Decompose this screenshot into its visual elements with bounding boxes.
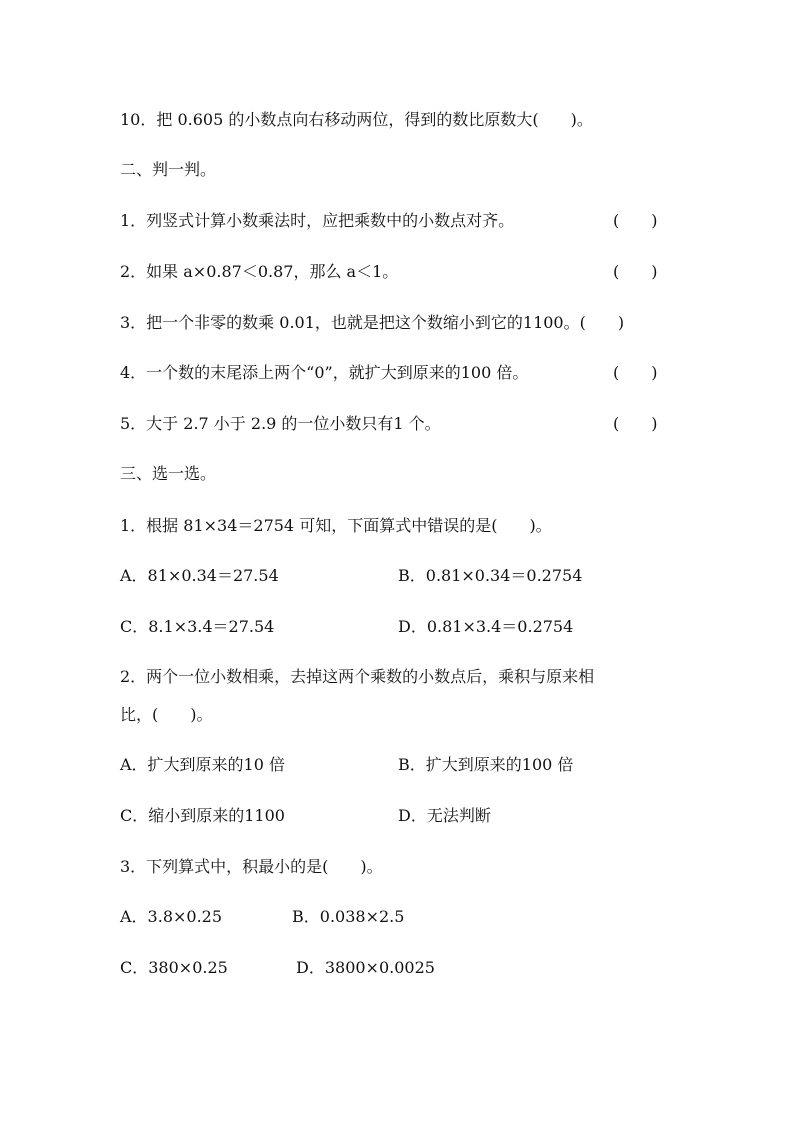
judge-item-1-answer-bracket[interactable]: ( ) — [613, 211, 658, 230]
section-heading-judge: 二、判一判。 — [120, 160, 217, 179]
judge-item-1: 1．列竖式计算小数乘法时，应把乘数中的小数点对齐。 — [120, 211, 515, 230]
choice-question-1: 1．根据 81×34＝2754 可知，下面算式中错误的是( )。 — [120, 516, 552, 535]
q2-option-b[interactable]: B．扩大到原来的100 倍 — [398, 755, 574, 774]
question-10: 10．把 0.605 的小数点向右移动两位，得到的数比原数大( )。 — [120, 110, 593, 129]
q3-option-c[interactable]: C．380×0.25 — [120, 958, 228, 977]
q1-option-c[interactable]: C．8.1×3.4＝27.54 — [120, 617, 275, 636]
choice-question-3: 3．下列算式中，积最小的是( )。 — [120, 857, 383, 876]
judge-item-5: 5．大于 2.7 小于 2.9 的一位小数只有1 个。 — [120, 414, 441, 433]
choice-question-2-line-2: 比，( )。 — [120, 705, 213, 724]
section-heading-choose: 三、选一选。 — [120, 464, 217, 483]
q2-option-d[interactable]: D．无法判断 — [398, 806, 491, 825]
q1-option-b[interactable]: B．0.81×0.34＝0.2754 — [398, 566, 583, 585]
q3-option-b[interactable]: B．0.038×2.5 — [292, 907, 405, 926]
choice-question-2-line-1: 2．两个一位小数相乘，去掉这两个乘数的小数点后，乘积与原来相 — [120, 667, 595, 686]
judge-item-2: 2．如果 a×0.87＜0.87，那么 a＜1。 — [120, 262, 399, 281]
judge-item-5-answer-bracket[interactable]: ( ) — [613, 414, 658, 433]
judge-item-4-answer-bracket[interactable]: ( ) — [613, 363, 658, 382]
judge-item-3: 3．把一个非零的数乘 0.01，也就是把这个数缩小到它的1100。( ) — [120, 313, 625, 332]
q2-option-a[interactable]: A．扩大到原来的10 倍 — [120, 755, 286, 774]
q1-option-d[interactable]: D．0.81×3.4＝0.2754 — [398, 617, 574, 636]
q3-option-a[interactable]: A．3.8×0.25 — [120, 907, 223, 926]
judge-item-2-answer-bracket[interactable]: ( ) — [613, 262, 658, 281]
q2-option-c[interactable]: C．缩小到原来的1100 — [120, 806, 285, 825]
q1-option-a[interactable]: A．81×0.34＝27.54 — [120, 566, 279, 585]
judge-item-4: 4．一个数的末尾添上两个“0”，就扩大到原来的100 倍。 — [120, 363, 529, 382]
q3-option-d[interactable]: D．3800×0.0025 — [296, 958, 435, 977]
